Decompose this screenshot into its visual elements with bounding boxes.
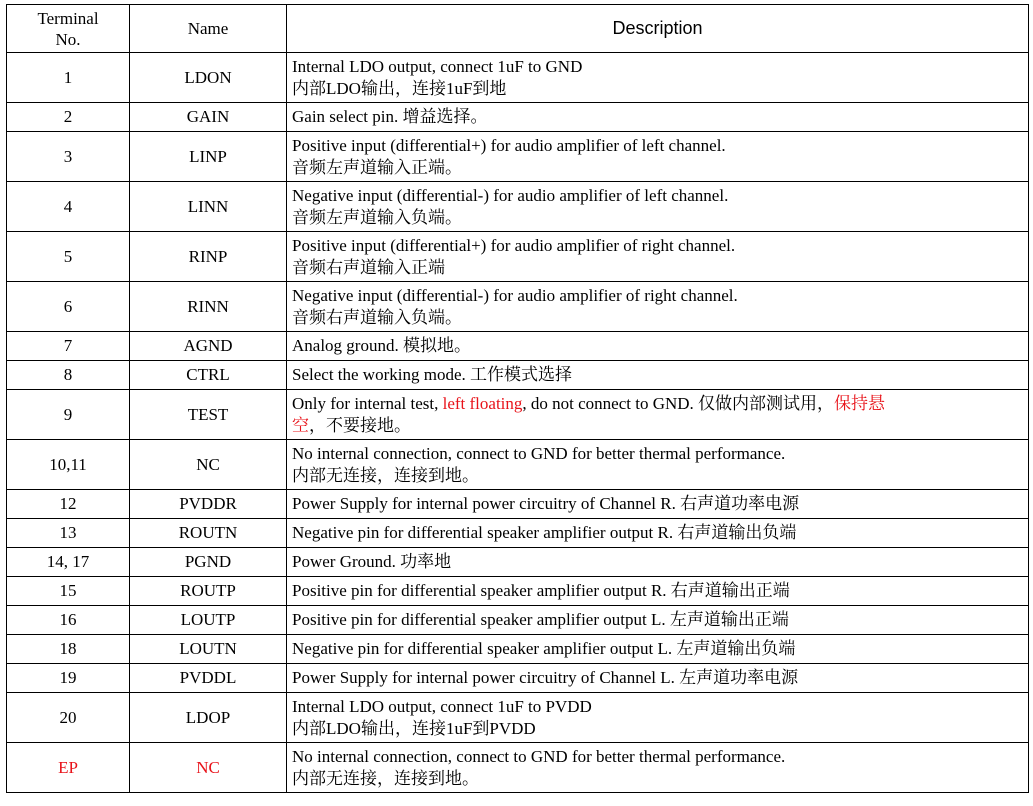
table-row: [7, 232, 1029, 282]
description-text: 内部无连接，连接到地。: [292, 768, 479, 788]
table-row: [7, 361, 1029, 390]
pin-name-cell: RINP: [130, 232, 287, 282]
table-row: [7, 635, 1029, 664]
pin-name-cell: CTRL: [130, 361, 287, 390]
description-cell: [287, 332, 1029, 361]
terminal-header-line2: No.: [55, 29, 81, 49]
description-cell: [287, 232, 1029, 282]
description-line: [292, 56, 1023, 78]
description-cell: [287, 490, 1029, 519]
pin-rows: [7, 53, 1029, 793]
description-line: [292, 393, 1023, 415]
table-row: [7, 548, 1029, 577]
description-text: Positive input (differential+) for audio amplifier of left channel.: [292, 135, 726, 155]
pin-description-table: [6, 4, 1029, 793]
description-text: 内部LDO输出，连接1uF到PVDD: [292, 718, 536, 738]
pin-name-cell: LOUTN: [130, 635, 287, 664]
description-text: Negative input (differential-) for audio amplifier of left channel.: [292, 185, 729, 205]
description-cell: [287, 282, 1029, 332]
pin-name-cell: RINN: [130, 282, 287, 332]
name-header: Name: [130, 5, 287, 53]
description-cell: [287, 440, 1029, 490]
description-cell: [287, 548, 1029, 577]
pin-name-cell: PGND: [130, 548, 287, 577]
description-cell: [287, 361, 1029, 390]
description-text: , do not connect to GND. 仅做内部测试用，: [522, 393, 835, 413]
terminal-no-cell: 4: [7, 182, 130, 232]
description-text: No internal connection, connect to GND for better thermal performance.: [292, 746, 786, 766]
terminal-no-cell: 16: [7, 606, 130, 635]
description-text: Power Supply for internal power circuitry of Channel R. 右声道功率电源: [292, 494, 800, 513]
description-cell: [287, 132, 1029, 182]
description-text: Internal LDO output, connect 1uF to GND: [292, 56, 583, 76]
pin-name-cell: LINN: [130, 182, 287, 232]
terminal-no-cell: 18: [7, 635, 130, 664]
table-row: [7, 103, 1029, 132]
pin-name-cell: PVDDR: [130, 490, 287, 519]
terminal-no-cell: 13: [7, 519, 130, 548]
description-line: [292, 207, 1023, 229]
description-cell: [287, 53, 1029, 103]
table-row: [7, 53, 1029, 103]
terminal-no-cell: 10,11: [7, 440, 130, 490]
description-cell: [287, 519, 1029, 548]
description-line: [292, 235, 1023, 257]
description-cell: [287, 664, 1029, 693]
table-header-row: [7, 5, 1029, 53]
pin-name-cell: NC: [130, 743, 287, 793]
terminal-no-cell: 8: [7, 361, 130, 390]
description-line: [292, 78, 1023, 100]
terminal-no-header: [7, 5, 130, 53]
description-text: Positive input (differential+) for audio amplifier of right channel.: [292, 235, 736, 255]
terminal-no-cell: 15: [7, 577, 130, 606]
description-line: [292, 335, 1023, 357]
table-row: [7, 693, 1029, 743]
terminal-no-cell: 19: [7, 664, 130, 693]
description-line: [292, 307, 1023, 329]
terminal-no-cell: 1: [7, 53, 130, 103]
terminal-no-cell: 5: [7, 232, 130, 282]
description-line: [292, 364, 1023, 386]
description-line: [292, 746, 1023, 768]
description-cell: [287, 577, 1029, 606]
description-text: ，不要接地。: [309, 415, 411, 435]
description-line: [292, 285, 1023, 307]
highlighted-text: 保持悬: [834, 393, 886, 413]
description-line: [292, 696, 1023, 718]
description-cell: [287, 743, 1029, 793]
description-line: [292, 257, 1023, 279]
table-row: [7, 282, 1029, 332]
description-line: [292, 415, 1023, 437]
description-text: 音频右声道输入正端: [292, 257, 445, 277]
description-text: Negative input (differential-) for audio amplifier of right channel.: [292, 285, 738, 305]
description-line: [292, 465, 1023, 487]
description-line: [292, 718, 1023, 740]
description-line: [292, 609, 1023, 631]
description-text: 内部无连接，连接到地。: [292, 465, 479, 485]
table-row: [7, 182, 1029, 232]
description-text: Select the working mode. 工作模式选择: [292, 365, 572, 384]
table-row: [7, 332, 1029, 361]
description-line: [292, 493, 1023, 515]
description-line: [292, 551, 1023, 573]
pin-name-cell: ROUTN: [130, 519, 287, 548]
description-text: 内部LDO输出，连接1uF到地: [292, 78, 507, 98]
pin-name-cell: LDON: [130, 53, 287, 103]
description-line: [292, 443, 1023, 465]
description-text: Negative pin for differential speaker amplifier output L. 左声道输出负端: [292, 639, 796, 658]
highlighted-text: 空: [292, 415, 309, 435]
terminal-no-cell: 12: [7, 490, 130, 519]
description-line: [292, 638, 1023, 660]
description-text: Analog ground. 模拟地。: [292, 336, 471, 355]
table-row: [7, 390, 1029, 440]
terminal-no-cell: 6: [7, 282, 130, 332]
pin-name-cell: LDOP: [130, 693, 287, 743]
description-line: [292, 768, 1023, 790]
description-text: Positive pin for differential speaker amplifier output L. 左声道输出正端: [292, 610, 789, 629]
terminal-no-cell: EP: [7, 743, 130, 793]
pin-name-cell: PVDDL: [130, 664, 287, 693]
description-text: Gain select pin. 增益选择。: [292, 107, 488, 126]
description-text: No internal connection, connect to GND for better thermal performance.: [292, 443, 786, 463]
table-row: [7, 577, 1029, 606]
description-cell: [287, 693, 1029, 743]
description-cell: [287, 635, 1029, 664]
terminal-no-cell: 14, 17: [7, 548, 130, 577]
highlighted-text: left floating: [442, 393, 523, 413]
pin-name-cell: GAIN: [130, 103, 287, 132]
description-cell: [287, 606, 1029, 635]
pin-name-cell: ROUTP: [130, 577, 287, 606]
terminal-no-cell: 2: [7, 103, 130, 132]
terminal-no-cell: 3: [7, 132, 130, 182]
description-text: 音频左声道输入负端。: [292, 207, 462, 227]
pin-name-cell: TEST: [130, 390, 287, 440]
description-cell: [287, 103, 1029, 132]
description-line: [292, 106, 1023, 128]
terminal-no-cell: 9: [7, 390, 130, 440]
description-text: Positive pin for differential speaker amplifier output R. 右声道输出正端: [292, 581, 790, 600]
pin-name-cell: NC: [130, 440, 287, 490]
description-line: [292, 580, 1023, 602]
description-text: Power Ground. 功率地: [292, 552, 452, 571]
description-text: Negative pin for differential speaker amplifier output R. 右声道输出负端: [292, 523, 797, 542]
terminal-header-line1: Terminal: [37, 8, 99, 28]
pin-name-cell: LINP: [130, 132, 287, 182]
pin-name-cell: LOUTP: [130, 606, 287, 635]
pin-name-cell: AGND: [130, 332, 287, 361]
table-row: [7, 490, 1029, 519]
description-cell: [287, 182, 1029, 232]
description-header: Description: [287, 5, 1029, 53]
description-text: Only for internal test,: [292, 393, 443, 413]
description-cell: [287, 390, 1029, 440]
table-row: [7, 132, 1029, 182]
description-line: [292, 135, 1023, 157]
table-row: [7, 743, 1029, 793]
description-text: Power Supply for internal power circuitry of Channel L. 左声道功率电源: [292, 668, 799, 687]
table-row: [7, 664, 1029, 693]
description-line: [292, 522, 1023, 544]
terminal-no-cell: 20: [7, 693, 130, 743]
table-row: [7, 440, 1029, 490]
description-text: Internal LDO output, connect 1uF to PVDD: [292, 696, 592, 716]
description-line: [292, 185, 1023, 207]
description-line: [292, 157, 1023, 179]
table-row: [7, 606, 1029, 635]
terminal-no-cell: 7: [7, 332, 130, 361]
description-text: 音频右声道输入负端。: [292, 307, 462, 327]
description-line: [292, 667, 1023, 689]
table-row: [7, 519, 1029, 548]
description-text: 音频左声道输入正端。: [292, 157, 462, 177]
